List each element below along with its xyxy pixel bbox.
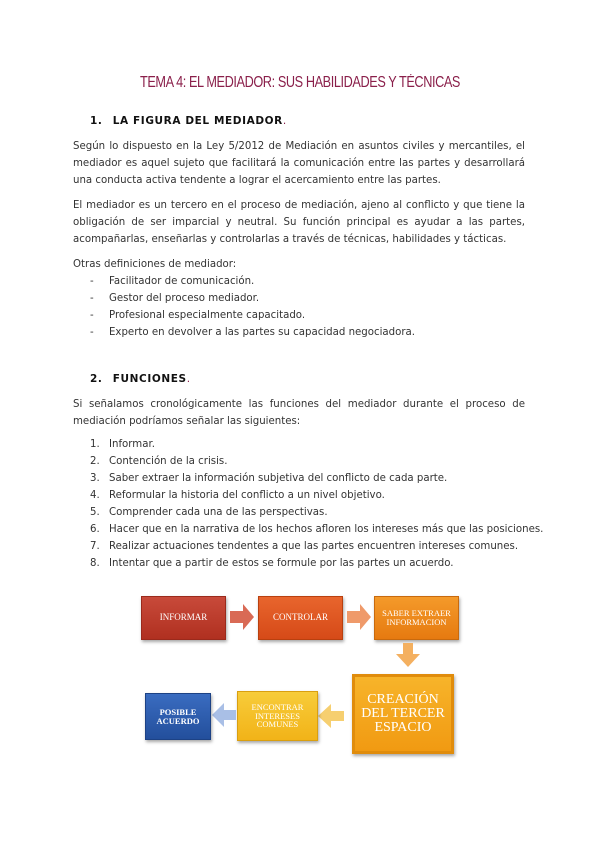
bullet-item: - Experto en devolver a las partes su capacidad negociadora.: [90, 327, 416, 338]
list-item: 5. Comprender cada una de las perspectivas.: [90, 507, 328, 518]
informar-box: INFORMAR: [141, 596, 226, 640]
posible-acuerdo-box: POSIBLE ACUERDO: [145, 693, 211, 740]
list-item: 1. Informar.: [90, 439, 155, 450]
encontrar-intereses-box: ENCONTRAR INTERESES COMUNES: [237, 691, 318, 741]
arrow-left-icon: [212, 703, 236, 727]
list-item: 2. Contención de la crisis.: [90, 456, 228, 467]
list-item: 6. Hacer que en la narrativa de los hechos afloren los intereses más que las posiciones.: [90, 524, 544, 535]
section1-title: LA FIGURA DEL MEDIADOR: [112, 115, 283, 127]
section2-title: FUNCIONES: [112, 373, 187, 385]
section1-paragraph-1: Según lo dispuesto en la Ley 5/2012 de Mediación en asuntos civiles y mercantiles, el mediador es aquel sujeto que facilitará la comunicación entre las partes y desarrollará una conducta activa tendente a lograr el acercamiento entre las partes.: [73, 141, 525, 186]
arrow-right-icon: [347, 604, 371, 630]
list-item: 7. Realizar actuaciones tendentes a que las partes encuentren intereses comunes.: [90, 541, 519, 552]
list-item: 4. Reformular la historia del conflicto a un nivel objetivo.: [90, 490, 385, 501]
section2-period: .: [186, 373, 191, 385]
bullet-item: - Gestor del proceso mediador.: [90, 293, 260, 304]
bullet-item: - Profesional especialmente capacitado.: [90, 310, 306, 321]
section2-number: 2.: [90, 373, 103, 385]
arrow-left-icon: [318, 704, 344, 728]
page-title: TEMA 4: EL MEDIADOR: SUS HABILIDADES Y TÉCNICAS: [139, 74, 461, 91]
saber-extraer-box: SABER EXTRAER INFORMACION: [374, 596, 459, 640]
controlar-box: CONTROLAR: [258, 596, 343, 640]
section1-intro: Otras definiciones de mediador:: [73, 259, 237, 270]
section1-period: .: [282, 115, 287, 127]
list-item: 3. Saber extraer la información subjetiva del conflicto de cada parte.: [90, 473, 448, 484]
bullet-item: - Facilitador de comunicación.: [90, 276, 255, 287]
list-item: 8. Intentar que a partir de estos se formule por las partes un acuerdo.: [90, 558, 454, 569]
arrow-down-icon: [396, 643, 420, 667]
creacion-tercer-espacio-box: CREACIÓN DEL TERCER ESPACIO: [352, 674, 454, 754]
section2-paragraph-1: Si señalamos cronológicamente las funciones del mediador durante el proceso de mediación podríamos señalar las siguientes:: [73, 399, 525, 427]
section2-heading: [90, 373, 191, 385]
section1-heading: [90, 115, 287, 127]
section1-paragraph-2: El mediador es un tercero en el proceso de mediación, ajeno al conflicto y que tiene la obligación de ser imparcial y neutral. Su función principal es ayudar a las partes, acompañarlas, enseñarlas y controlarlas a través de técnicas, habilidades y tácticas.: [73, 200, 525, 245]
section1-number: 1.: [90, 115, 103, 127]
arrow-right-icon: [230, 604, 254, 630]
